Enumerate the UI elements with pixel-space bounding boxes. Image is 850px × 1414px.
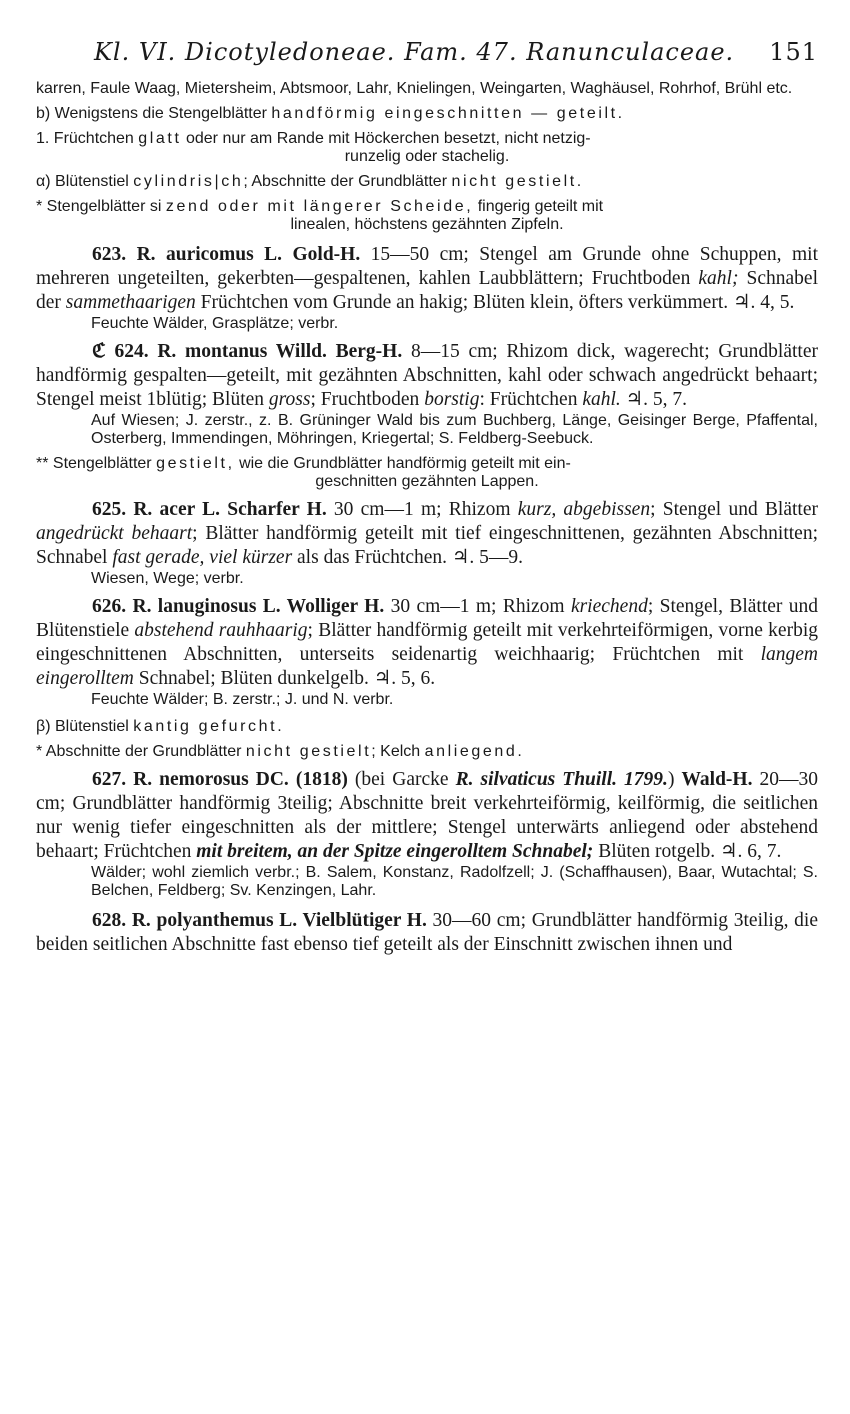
entry-624: ℭ 624. R. montanus Willd. Berg-H. 8—15 cm; Rhizom dick, wagerecht; Grundblätter handförmig gespalten—geteilt, mit gezähnten Abschnitten, kahl oder schwach angedrückt behaart; Stengel meist 1blütig; Blüten gross; Fruchtboden borstig: Früchtchen kahl. ♃. 5, 7. — [36, 341, 818, 410]
page-number: 151 — [769, 38, 818, 66]
entry-626: 626. R. lanuginosus L. Wolliger H. 30 cm—1 m; Rhizom kriechend; Stengel, Blätter und Blütenstiele abstehend rauhhaarig; Blätter handförmig geteilt mit verkehrteiförmigen, vorne kerbig eingeschnittenen Abschnitten, unterseits seidenartig weichhaarig; Früchtchen mit langem eingerolltem Schnabel; Blüten dunkelgelb. ♃. 5, 6. — [36, 596, 818, 689]
key-star-calyx-appressed: * Abschnitte der Grundblätter nicht gestielt; Kelch anliegend. — [36, 743, 525, 760]
running-title: Kl. VI. Dicotyledoneae. Fam. 47. Ranunculaceae. — [94, 38, 735, 66]
locality-continuation: karren, Faule Waag, Mietersheim, Abtsmoor, Lahr, Knielingen, Weingarten, Waghäusel, Rohrhof, Brühl etc. — [36, 80, 793, 97]
entry-627-locality: Wälder; wohl ziemlich verbr.; B. Salem, Konstanz, Radolfzell; J. (Schaffhausen), Baar, Wutachtal; S. Belchen, Feldberg; Sv. Kenzingen, Lahr. — [91, 864, 818, 899]
running-header — [36, 30, 818, 80]
endemic-mark-icon: ℭ — [92, 341, 115, 362]
entry-627: 627. R. nemorosus DC. (1818) (bei Garcke R. silvaticus Thuill. 1799.) Wald-H. 20—30 cm; Grundblätter handförmig 3teilig; Abschnitte breit verkehrteiförmig, keilförmig, die seitlichen nur wenig tiefer eingeschnitten als der mittlere; Stengel unterwärts anliegend oder abstehend behaart; Früchtchen mit breitem, an der Spitze eingerolltem Schnabel; Blüten rotgelb. ♃. 6, 7. — [36, 769, 819, 862]
entry-623-locality: Feuchte Wälder, Grasplätze; verbr. — [91, 315, 339, 332]
entry-623: 623. R. auricomus L. Gold-H. 15—50 cm; Stengel am Grunde ohne Schuppen, mit mehreren ungeteilten, gekerbten—gespaltenen, kahlen Laubblättern; Fruchtboden kahl; Schnabel der sammethaarigen Früchtchen vom Grunde an hakig; Blüten klein, öfters verkümmert. ♃. 4, 5. — [36, 244, 818, 313]
key-1-fruit-smooth: 1. Früchtchen glatt oder nur am Rande mit Höckerchen besetzt, nicht netzig- runzelig oder stachelig. — [36, 130, 591, 165]
key-star-sessile: * Stengelblätter si zend oder mit längerer Scheide, fingerig geteilt mit linealen, höchstens gezähnten Zipfeln. — [36, 198, 604, 233]
entry-628: 628. R. polyanthemus L. Vielblütiger H. 30—60 cm; Grundblätter handförmig 3teilig, die beiden seitlichen Abschnitte fast ebenso tief geteilt als der Einschnitt zwischen ihnen und — [36, 910, 819, 955]
key-beta-angular: β) Blütenstiel kantig gefurcht. — [36, 718, 285, 735]
entry-624-locality: Auf Wiesen; J. zerstr., z. B. Grüninger Wald bis zum Buchberg, Länge, Geisinger Berge, Pfaffental, Osterberg, Immendingen, Möhringen, Kriegertal; S. Feldberg-Seebuck. — [91, 412, 818, 447]
key-double-star-petiolate: ** Stengelblätter gestielt, wie die Grundblätter handförmig geteilt mit ein- geschnitten gezähnten Lappen. — [36, 455, 571, 490]
page — [36, 30, 818, 957]
entry-626-locality: Feuchte Wälder; B. zerstr.; J. und N. verbr. — [91, 691, 394, 708]
key-b-stem-leaves: b) Wenigstens die Stengelblätter handförmig eingeschnitten — geteilt. — [36, 105, 625, 122]
entry-625: 625. R. acer L. Scharfer H. 30 cm—1 m; Rhizom kurz, abgebissen; Stengel und Blätter angedrückt behaart; Blätter handförmig geteilt mit tief eingeschnittenen, gezähnten Abschnitten; Schnabel fast gerade, viel kürzer als das Früchtchen. ♃. 5—9. — [36, 499, 818, 568]
entry-625-locality: Wiesen, Wege; verbr. — [91, 570, 244, 587]
key-alpha-cylindrical: α) Blütenstiel cylindris|ch; Abschnitte der Grundblätter nicht gestielt. — [36, 173, 584, 190]
